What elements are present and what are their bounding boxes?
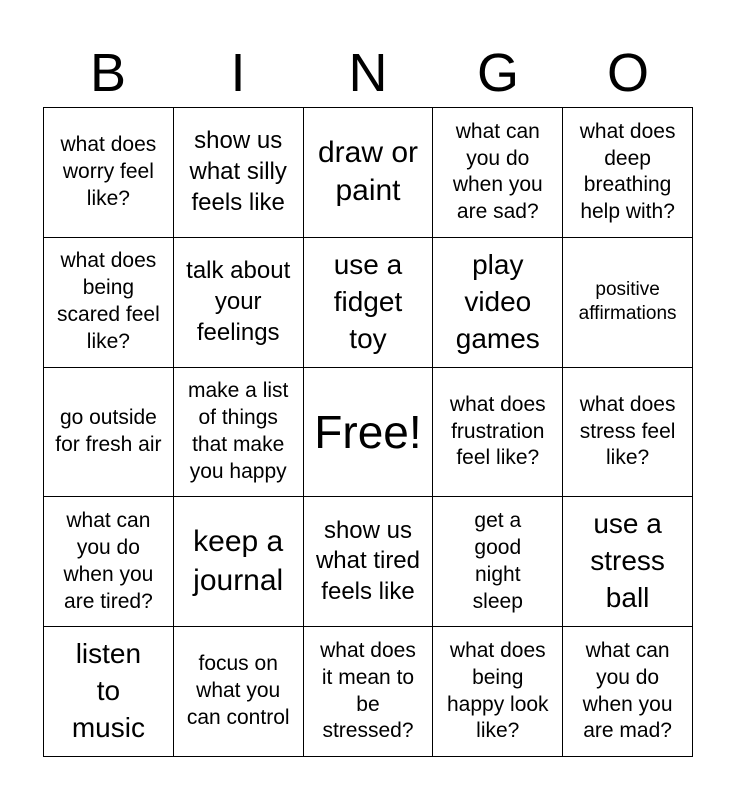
bingo-cell-r1c5[interactable] <box>563 108 693 238</box>
bingo-board <box>43 107 693 757</box>
cell-text: show us what silly feels like <box>189 127 287 216</box>
bingo-cell-r2c5[interactable] <box>563 238 693 368</box>
bingo-cell-r1c1[interactable] <box>44 108 174 238</box>
bingo-cell-r5c4[interactable] <box>433 627 563 757</box>
bingo-cell-r4c3[interactable] <box>304 497 434 627</box>
bingo-cell-r2c4[interactable] <box>433 238 563 368</box>
bingo-cell-r4c4[interactable] <box>433 497 563 627</box>
bingo-cell-r2c2[interactable] <box>174 238 304 368</box>
cell-text: positive affirmations <box>578 278 677 325</box>
bingo-header <box>43 38 693 108</box>
cell-text: what does stress feel like? <box>579 392 676 470</box>
cell-text: talk about your feelings <box>186 257 291 346</box>
bingo-cell-r1c4[interactable] <box>433 108 563 238</box>
cell-text: draw or paint <box>317 136 419 208</box>
cell-text: what does being scared feel like? <box>57 249 160 354</box>
bingo-cell-r4c5[interactable] <box>563 497 693 627</box>
header-letter-o: O <box>606 43 649 103</box>
bingo-cell-r2c3[interactable] <box>304 238 434 368</box>
header-letter-i: I <box>230 43 246 103</box>
bingo-cell-r3c1[interactable] <box>44 368 174 498</box>
bingo-cell-r4c1[interactable] <box>44 497 174 627</box>
bingo-cell-r5c2[interactable] <box>174 627 304 757</box>
bingo-cell-r3c4[interactable] <box>433 368 563 498</box>
bingo-cell-r3c5[interactable] <box>563 368 693 498</box>
cell-text: use a stress ball <box>590 508 665 614</box>
bingo-cell-r1c2[interactable] <box>174 108 304 238</box>
bingo-cell-r3c2[interactable] <box>174 368 304 498</box>
cell-text: what can you do when you are sad? <box>452 119 543 224</box>
cell-text: use a fidget toy <box>333 248 403 354</box>
cell-text: what does being happy look like? <box>446 638 549 743</box>
cell-text: play video games <box>455 248 540 354</box>
bingo-cell-r4c2[interactable] <box>174 497 304 627</box>
bingo-cell-r5c1[interactable] <box>44 627 174 757</box>
cell-text: go outside for fresh air <box>55 406 162 456</box>
bingo-cell-r5c3[interactable] <box>304 627 434 757</box>
cell-text: show us what tired feels like <box>315 516 421 606</box>
header-letter-b: B <box>89 43 127 103</box>
cell-text: what does frustration feel like? <box>449 392 546 470</box>
header-letter-n: N <box>348 43 388 103</box>
cell-text: what does worry feel like? <box>60 133 157 210</box>
bingo-cell-r2c1[interactable] <box>44 238 174 368</box>
header-letter-g: G <box>476 43 519 103</box>
cell-text: get a good night sleep <box>472 509 523 613</box>
bingo-cell-r5c5[interactable] <box>563 627 693 757</box>
cell-text: what does deep breathing help with? <box>579 119 676 224</box>
cell-text: what does it mean to be stressed? <box>320 638 416 743</box>
cell-text: keep a journal <box>193 525 284 597</box>
cell-text: what can you do when you are tired? <box>63 509 154 613</box>
cell-text: what can you do when you are mad? <box>582 638 673 743</box>
cell-text: listen to music <box>71 638 145 744</box>
free-space-text: Free! <box>314 405 422 458</box>
bingo-cell-free[interactable] <box>304 368 434 498</box>
bingo-cell-r1c3[interactable] <box>304 108 434 238</box>
cell-text: make a list of things that make you happy <box>188 379 289 483</box>
cell-text: focus on what you can control <box>186 652 290 730</box>
